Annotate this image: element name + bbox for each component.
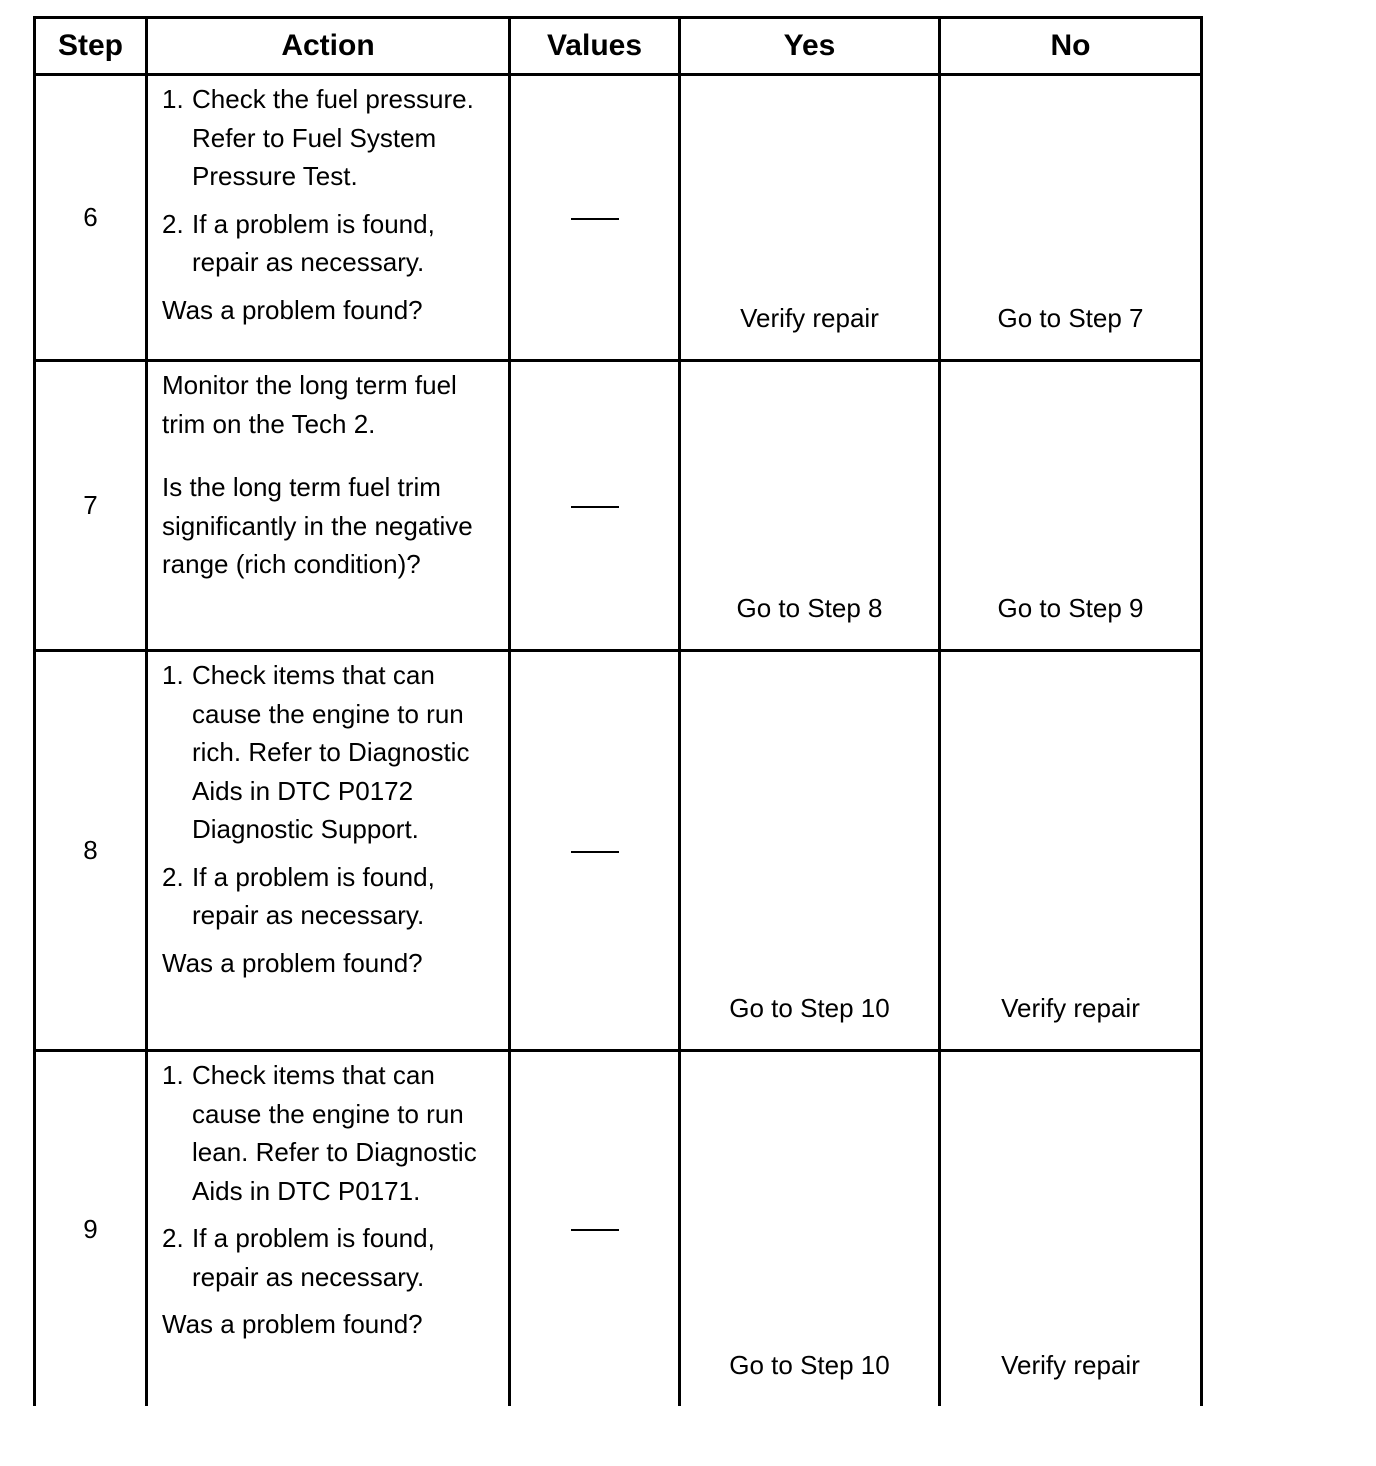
action-question: Was a problem found? <box>162 1309 423 1339</box>
values-dash <box>571 506 619 508</box>
step-number: 7 <box>35 361 147 651</box>
header-row <box>35 18 1202 75</box>
table-row <box>35 361 1202 651</box>
action-item-text: If a problem is found, repair as necessary. <box>192 1223 435 1292</box>
yes-result: Verify repair <box>740 303 879 333</box>
no-cell <box>940 651 1202 1051</box>
action-item-text: If a problem is found, repair as necessary. <box>192 208 435 277</box>
no-result: Go to Step 7 <box>997 303 1144 333</box>
yes-cell <box>680 651 940 1051</box>
table-row <box>35 75 1202 361</box>
action-item: 1. Check the fuel pressure. Refer to Fuel System Pressure Test. <box>162 80 498 196</box>
yes-cell <box>680 75 940 361</box>
yes-cell <box>680 1051 940 1406</box>
values-cell <box>510 1051 680 1406</box>
action-cell <box>147 361 510 651</box>
action-cell <box>147 75 510 361</box>
action-paragraph: Monitor the long term fuel trim on the Tech 2. <box>162 370 457 439</box>
action-question: Is the long term fuel trim significantly in the negative range (rich condition)? <box>162 472 473 579</box>
table-row <box>35 1051 1202 1406</box>
values-cell <box>510 361 680 651</box>
values-cell <box>510 651 680 1051</box>
action-item-text: Check the fuel pressure. Refer to Fuel System Pressure Test. <box>192 84 474 191</box>
yes-cell <box>680 361 940 651</box>
values-dash <box>571 851 619 853</box>
no-cell <box>940 361 1202 651</box>
action-item: 1. Check items that can cause the engine to run lean. Refer to Diagnostic Aids in DTC P0171. <box>162 1056 498 1210</box>
table-row <box>35 651 1202 1051</box>
action-item-text: Check items that can cause the engine to run lean. Refer to Diagnostic Aids in DTC P0171. <box>192 1060 477 1206</box>
values-dash <box>571 218 619 220</box>
action-cell <box>147 651 510 1051</box>
no-cell <box>940 1051 1202 1406</box>
step-number: 8 <box>35 651 147 1051</box>
values-cell <box>510 75 680 361</box>
header-no: No <box>940 18 1202 75</box>
action-item: 2. If a problem is found, repair as necessary. <box>162 1219 498 1296</box>
yes-result: Go to Step 10 <box>729 993 890 1023</box>
action-item: 1. Check items that can cause the engine to run rich. Refer to Diagnostic Aids in DTC P0172 Diagnostic Support. <box>162 656 498 849</box>
yes-result: Go to Step 8 <box>736 593 883 623</box>
header-values: Values <box>510 18 680 75</box>
action-item: 2. If a problem is found, repair as necessary. <box>162 858 498 935</box>
action-question: Was a problem found? <box>162 947 423 978</box>
step-number: 6 <box>35 75 147 361</box>
step-number: 9 <box>35 1051 147 1406</box>
values-dash <box>571 1229 619 1231</box>
action-cell <box>147 1051 510 1406</box>
yes-result: Go to Step 10 <box>729 1349 890 1380</box>
no-result: Verify repair <box>1001 993 1140 1023</box>
action-item-text: Check items that can cause the engine to run rich. Refer to Diagnostic Aids in DTC P0172 Diagnostic Support. <box>192 660 470 844</box>
diagnostic-table <box>33 16 1203 1406</box>
action-item-text: If a problem is found, repair as necessary. <box>192 861 435 930</box>
header-action: Action <box>147 18 510 75</box>
header-yes: Yes <box>680 18 940 75</box>
no-cell <box>940 75 1202 361</box>
no-result: Go to Step 9 <box>997 593 1144 623</box>
action-item: 2. If a problem is found, repair as necessary. <box>162 205 498 282</box>
no-result: Verify repair <box>1001 1349 1140 1380</box>
action-question: Was a problem found? <box>162 294 423 325</box>
header-step: Step <box>35 18 147 75</box>
